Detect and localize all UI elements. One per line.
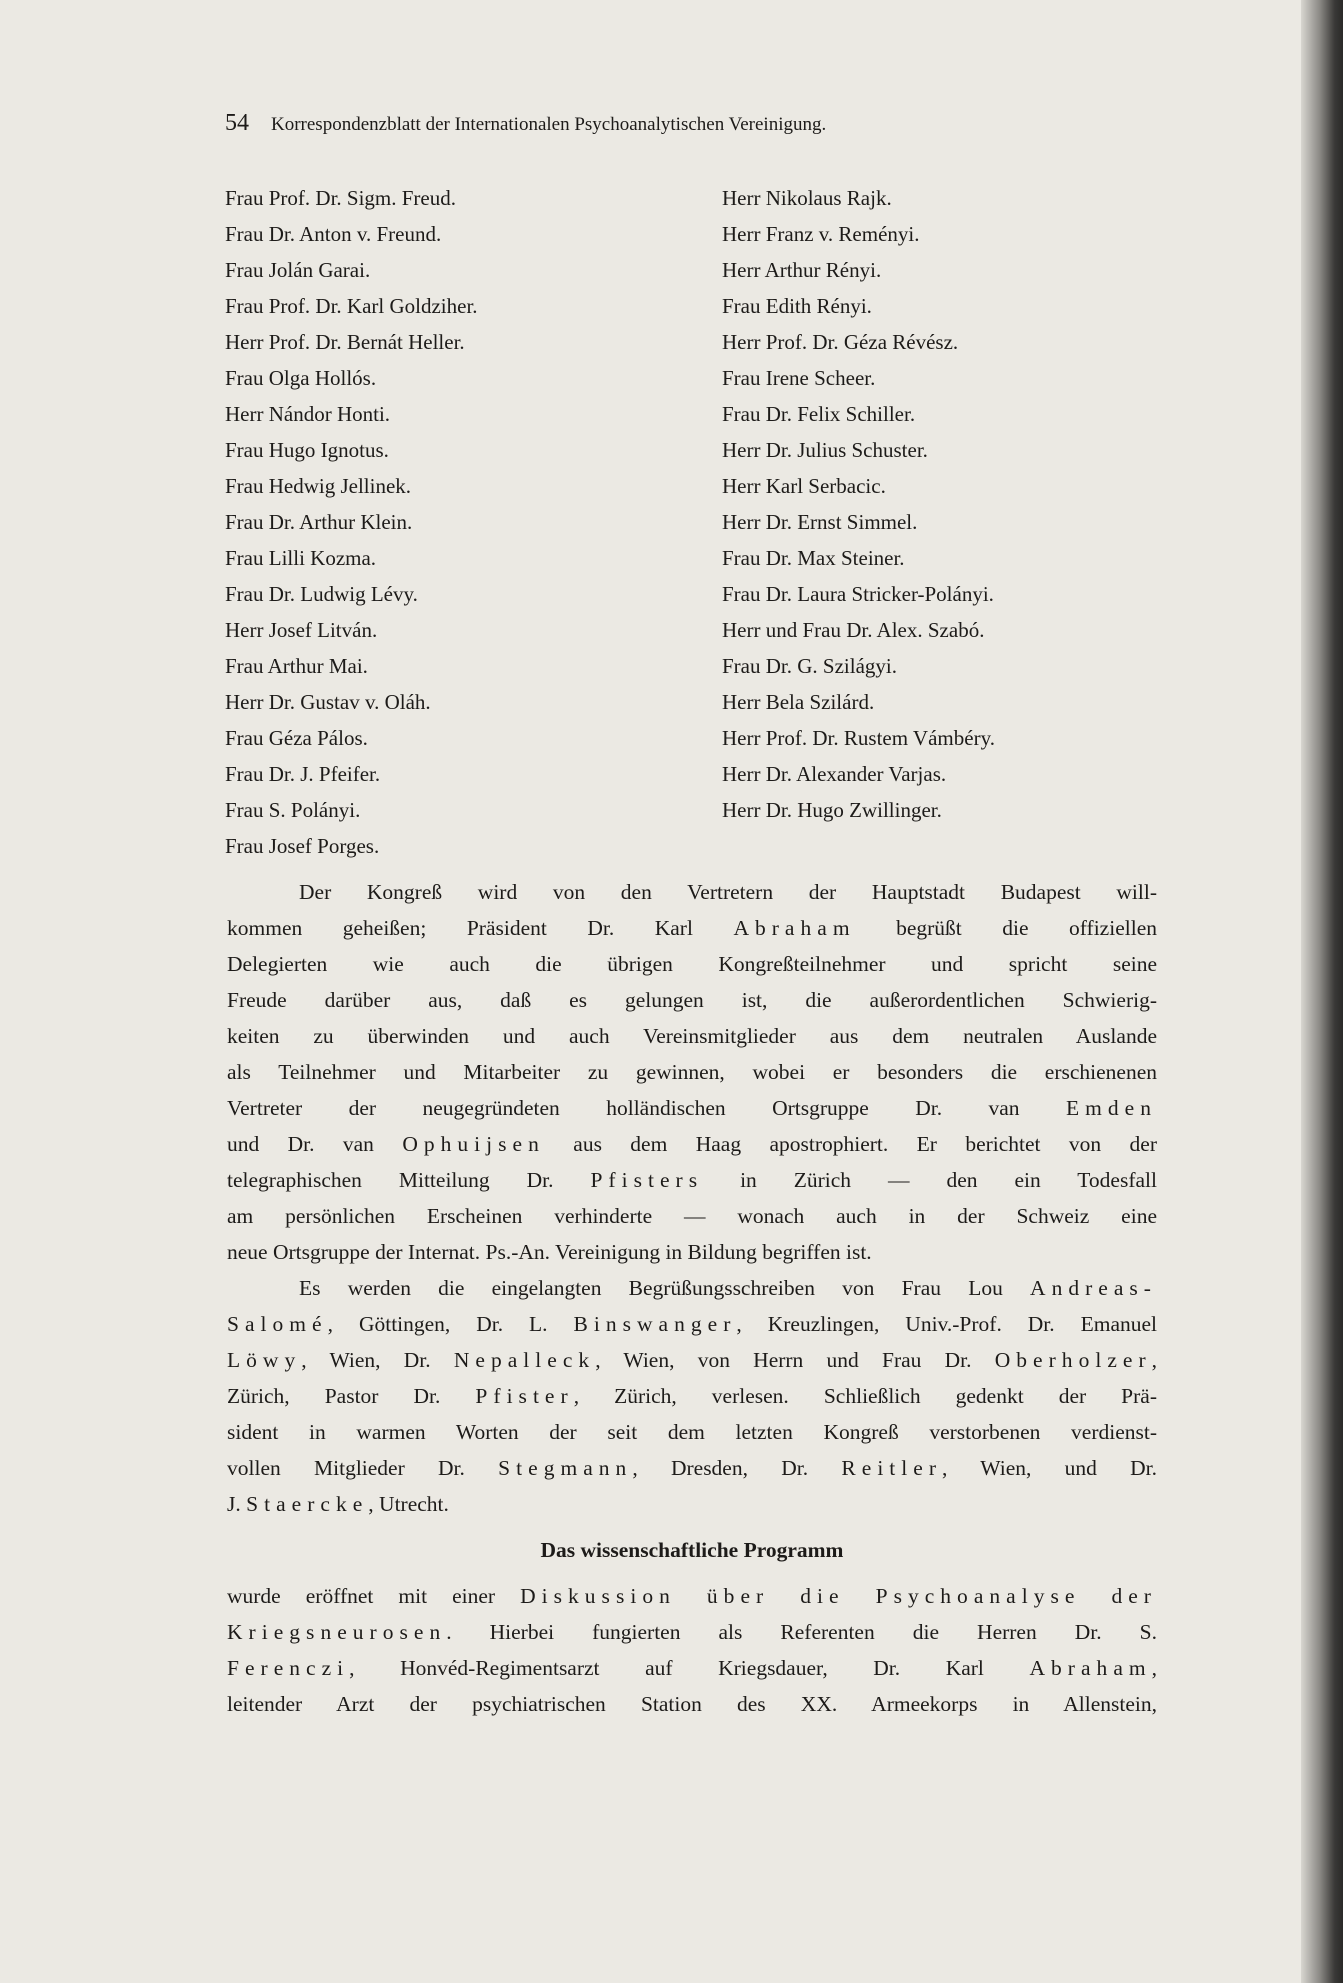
attendee-name: Frau Hugo Ignotus.	[225, 438, 389, 462]
text-line	[227, 1270, 1157, 1306]
text-line	[227, 1414, 1157, 1450]
attendee-name: Frau Dr. Anton v. Freund.	[225, 222, 442, 246]
section-heading: Das wissenschaftliche Programm	[540, 1538, 844, 1562]
text-segment: leitender Arzt der psychiatrischen Station des XX. Armeekorps in Allenstein,	[227, 1692, 1157, 1716]
text-segment: Freude darüber aus, daß es gelungen ist, die außerordentlichen Schwierig-	[227, 988, 1157, 1012]
spaced-emphasis: Stegmann	[498, 1456, 633, 1480]
attendee-name: Frau Dr. G. Szilágyi.	[722, 654, 897, 678]
attendee-name: Frau Dr. Arthur Klein.	[225, 510, 413, 534]
spaced-emphasis: Binswanger	[573, 1312, 737, 1336]
text-line	[227, 1450, 1157, 1486]
page-binding-shadow	[1301, 0, 1343, 1983]
text-segment: , Wien, von Herrn und Frau Dr.	[595, 1348, 995, 1372]
attendee-name: Frau Dr. Felix Schiller.	[722, 402, 916, 426]
running-title: Korrespondenzblatt der Internationalen Psychoanalytischen Vereinigung.	[271, 114, 827, 135]
text-line	[227, 910, 1157, 946]
attendee-name: Herr Dr. Ernst Simmel.	[722, 510, 918, 534]
page-number: 54	[225, 110, 249, 136]
attendee-name: Frau Josef Porges.	[225, 834, 380, 858]
text-segment: begrüßt die offiziellen	[855, 916, 1157, 940]
attendee-name: Herr Karl Serbacic.	[722, 474, 886, 498]
text-segment: J.	[227, 1492, 247, 1516]
text-line	[227, 982, 1157, 1018]
text-segment: ,	[1151, 1348, 1158, 1372]
attendee-name: Frau Dr. Laura Stricker-Polányi.	[722, 582, 994, 606]
attendee-name: Frau Irene Scheer.	[722, 366, 876, 390]
text-segment: vollen Mitglieder Dr.	[227, 1456, 499, 1480]
spaced-emphasis: Pfisters	[590, 1168, 704, 1192]
section-paragraph	[227, 1578, 1157, 1722]
attendee-name: Frau Géza Pálos.	[225, 726, 368, 750]
spaced-emphasis: Nepalleck	[453, 1348, 596, 1372]
text-segment: keiten zu überwinden und auch Vereinsmitglieder aus dem neutralen Auslande	[227, 1024, 1157, 1048]
spaced-emphasis: Oberholzer	[994, 1348, 1152, 1372]
text-line	[227, 1234, 1157, 1270]
attendee-name: Herr Bela Szilárd.	[722, 690, 875, 714]
text-line	[227, 1686, 1157, 1722]
attendee-name: Frau Edith Rényi.	[722, 294, 872, 318]
text-segment: , Wien, Dr.	[301, 1348, 454, 1372]
spaced-emphasis: Salomé	[227, 1312, 328, 1336]
attendee-name: Frau Hedwig Jellinek.	[225, 474, 412, 498]
spaced-emphasis: Ophuijsen	[402, 1132, 545, 1156]
text-line	[227, 946, 1157, 982]
body-text	[227, 874, 1157, 1722]
paragraph	[227, 874, 1157, 1270]
attendee-name: Herr Dr. Gustav v. Oláh.	[225, 690, 431, 714]
text-line	[227, 1054, 1157, 1090]
attendee-name: Herr Prof. Dr. Rustem Vámbéry.	[722, 726, 995, 750]
spaced-emphasis: Abraham	[733, 916, 856, 940]
attendee-name: Herr Franz v. Reményi.	[722, 222, 920, 246]
text-segment: kommen geheißen; Präsident Dr. Karl	[227, 916, 734, 940]
attendee-name: Herr Prof. Dr. Bernát Heller.	[225, 330, 465, 354]
text-line	[227, 1306, 1157, 1342]
attendee-name: Frau Jolán Garai.	[225, 258, 371, 282]
attendee-name: Herr Nikolaus Rajk.	[722, 186, 892, 210]
text-segment: Es werden die eingelangten Begrüßungsschreiben von Frau Lou	[299, 1276, 1031, 1300]
text-segment: sident in warmen Worten der seit dem letzten Kongreß verstorbenen verdienst-	[227, 1420, 1157, 1444]
text-line	[227, 1650, 1157, 1686]
paragraphs	[227, 874, 1157, 1522]
attendee-name: Herr Dr. Hugo Zwillinger.	[722, 798, 942, 822]
spaced-emphasis: Staercke	[246, 1492, 369, 1516]
attendee-list-left	[225, 180, 478, 864]
text-segment: am persönlichen Erscheinen verhinderte — wonach auch in der Schweiz eine	[227, 1204, 1157, 1228]
text-line	[227, 1614, 1157, 1650]
spaced-emphasis: Diskussion über die Psychoanalyse der	[520, 1584, 1157, 1608]
text-segment: Zürich, Pastor Dr.	[227, 1384, 476, 1408]
text-segment: , Kreuzlingen, Univ.-Prof. Dr. Emanuel	[736, 1312, 1157, 1336]
text-line	[227, 1018, 1157, 1054]
attendee-name: Frau Dr. J. Pfeifer.	[225, 762, 381, 786]
text-segment: Der Kongreß wird von den Vertretern der Hauptstadt Budapest will-	[299, 880, 1157, 904]
attendee-name: Frau Lilli Kozma.	[225, 546, 377, 570]
spaced-emphasis: Reitler	[841, 1456, 943, 1480]
attendee-name: Frau Prof. Dr. Karl Goldziher.	[225, 294, 478, 318]
attendee-name: Herr Arthur Rényi.	[722, 258, 882, 282]
attendee-name: Herr Dr. Alexander Varjas.	[722, 762, 947, 786]
attendee-name: Frau Prof. Dr. Sigm. Freud.	[225, 186, 456, 210]
attendee-name: Herr Josef Litván.	[225, 618, 378, 642]
spaced-emphasis: Kriegsneurosen	[227, 1620, 447, 1644]
attendee-name: Herr und Frau Dr. Alex. Szabó.	[722, 618, 985, 642]
text-segment: aus dem Haag apostrophiert. Er berichtet von der	[544, 1132, 1157, 1156]
attendee-name: Herr Nándor Honti.	[225, 402, 391, 426]
attendee-name: Frau Dr. Max Steiner.	[722, 546, 905, 570]
text-segment: , Wien, und Dr.	[942, 1456, 1158, 1480]
text-segment: Vertreter der neugegründeten holländischen Ortsgruppe Dr. van	[227, 1096, 1066, 1120]
text-segment: und Dr. van	[227, 1132, 403, 1156]
text-segment: ,	[1151, 1656, 1157, 1680]
text-line	[227, 1090, 1157, 1126]
spaced-emphasis: Andreas-	[1030, 1276, 1157, 1300]
attendee-name: Frau Arthur Mai.	[225, 654, 368, 678]
attendee-name: Frau S. Polányi.	[225, 798, 361, 822]
attendee-name: Frau Olga Hollós.	[225, 366, 377, 390]
text-segment: , Utrecht.	[368, 1492, 449, 1516]
text-line	[227, 874, 1157, 910]
attendee-name: Frau Dr. Ludwig Lévy.	[225, 582, 418, 606]
text-segment: telegraphischen Mitteilung Dr.	[227, 1168, 591, 1192]
attendee-name: Herr Prof. Dr. Géza Révész.	[722, 330, 959, 354]
text-segment: , Honvéd-Regimentsarzt auf Kriegsdauer, Dr. Karl	[349, 1656, 1030, 1680]
spaced-emphasis: Emden	[1066, 1096, 1157, 1120]
text-line	[227, 1378, 1157, 1414]
text-segment: wurde eröffnet mit einer	[227, 1584, 521, 1608]
attendee-list-right	[722, 180, 995, 828]
running-header	[225, 110, 1085, 137]
paragraph	[227, 1578, 1157, 1722]
text-segment: . Hierbei fungierten als Referenten die Herren Dr. S.	[446, 1620, 1157, 1644]
text-segment: in Zürich — den ein Todesfall	[703, 1168, 1157, 1192]
text-line	[227, 1578, 1157, 1614]
text-line	[227, 1126, 1157, 1162]
spaced-emphasis: Löwy	[227, 1348, 302, 1372]
spaced-emphasis: Abraham	[1029, 1656, 1152, 1680]
text-segment: , Dresden, Dr.	[632, 1456, 842, 1480]
paragraph	[227, 1270, 1157, 1522]
text-segment: , Göttingen, Dr. L.	[327, 1312, 574, 1336]
text-segment: , Zürich, verlesen. Schließlich gedenkt der Prä-	[573, 1384, 1157, 1408]
text-segment: Delegierten wie auch die übrigen Kongreßteilnehmer und spricht seine	[227, 952, 1157, 976]
text-segment: als Teilnehmer und Mitarbeiter zu gewinnen, wobei er besonders die erschienenen	[227, 1060, 1157, 1084]
text-line	[227, 1162, 1157, 1198]
attendee-name: Herr Dr. Julius Schuster.	[722, 438, 928, 462]
text-segment: neue Ortsgruppe der Internat. Ps.-An. Vereinigung in Bildung begriffen ist.	[227, 1240, 872, 1264]
text-line	[227, 1198, 1157, 1234]
text-line	[227, 1342, 1157, 1378]
spaced-emphasis: Ferenczi	[227, 1656, 350, 1680]
text-line	[227, 1486, 1157, 1522]
spaced-emphasis: Pfister	[475, 1384, 574, 1408]
